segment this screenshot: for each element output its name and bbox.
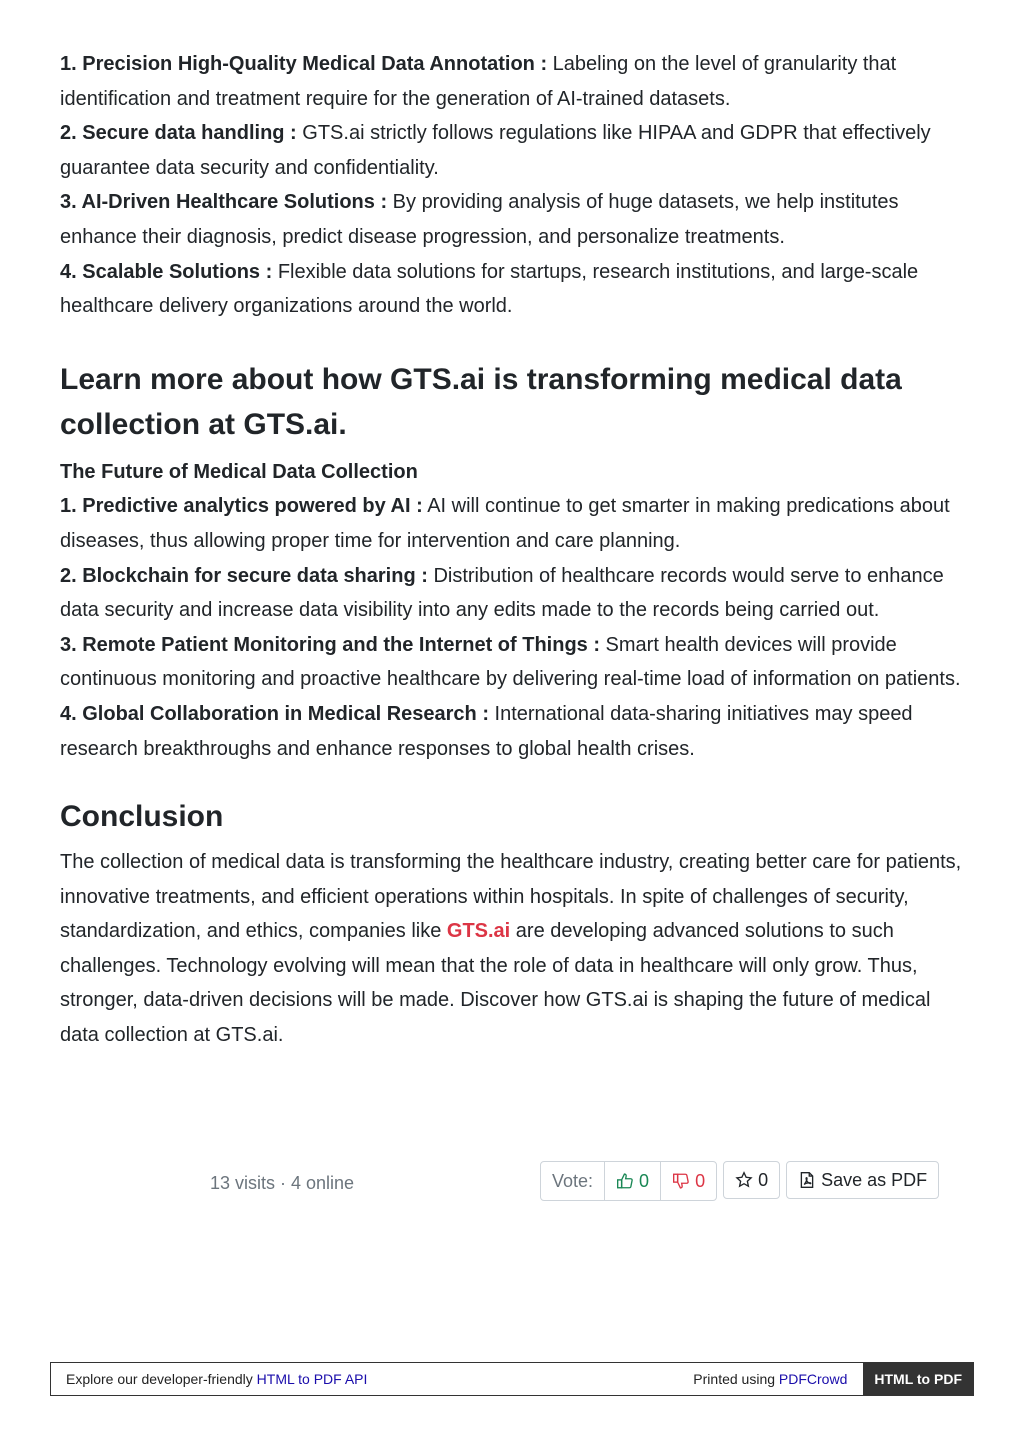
future-item (60, 559, 965, 628)
benefit-title: 2. Secure data handling : (60, 122, 297, 145)
star-icon (735, 1171, 753, 1189)
future-item (60, 489, 965, 558)
conclusion-paragraph (60, 845, 965, 1053)
future-item-title: 4. Global Collaboration in Medical Research : (60, 702, 489, 725)
save-pdf-label: Save as PDF (821, 1169, 928, 1190)
star-button[interactable] (723, 1161, 780, 1199)
banner-printed (693, 1371, 863, 1387)
conclusion-heading: Conclusion (60, 800, 224, 834)
benefit-text: By providing analysis of huge datasets, we help institutes enhance their diagnosis, predict disease progression, and personalize treatments. (60, 191, 899, 248)
action-bar (540, 1161, 939, 1201)
pdf-file-icon (798, 1171, 816, 1189)
downvote-count: 0 (695, 1170, 706, 1191)
benefit-item (60, 185, 965, 254)
benefit-item (60, 255, 965, 324)
benefit-item (60, 47, 965, 116)
future-item-text: Smart health devices will provide continuous monitoring and proactive healthcare by delivering real-time load of information on patients. (60, 633, 961, 691)
visit-stats: 13 visits · 4 online (210, 1173, 355, 1193)
banner-explore-text: Explore our developer-friendly (66, 1371, 257, 1387)
thumbs-up-icon (616, 1172, 634, 1190)
future-item (60, 628, 965, 697)
future-item (60, 697, 965, 766)
html-to-pdf-badge[interactable]: HTML to PDF (863, 1363, 973, 1395)
star-count: 0 (758, 1169, 769, 1190)
learn-more-heading: Learn more about how GTS.ai is transforming medical data collection at GTS.ai. (60, 362, 902, 441)
html-to-pdf-api-link[interactable]: HTML to PDF API (256, 1371, 368, 1387)
benefit-title: 3. AI-Driven Healthcare Solutions : (60, 191, 388, 214)
conclusion-text-before: The collection of medical data is transforming the healthcare industry, creating better care for patients, innovative treatments, and efficient operations within hospitals. In spite of challenges of security, standardization, and ethics, companies like (60, 851, 962, 943)
vote-group (540, 1161, 717, 1201)
thumbs-down-icon (672, 1172, 690, 1190)
conclusion-text-after: are developing advanced solutions to such challenges. Technology evolving will mean that the role of data in healthcare will only grow. Thus, stronger, data-driven decisions will be made. Discover how GTS.ai is shaping the future of medical data collection at GTS.ai. (60, 920, 931, 1047)
benefit-item (60, 116, 965, 185)
future-subheading: The Future of Medical Data Collection (60, 460, 418, 483)
upvote-count: 0 (639, 1170, 650, 1191)
upvote-button[interactable] (605, 1162, 661, 1200)
future-item-title: 1. Predictive analytics powered by AI : (60, 495, 423, 518)
pdfcrowd-link[interactable]: PDFCrowd (778, 1371, 848, 1387)
vote-label: Vote: (541, 1162, 605, 1200)
future-item-text: Distribution of healthcare records would serve to enhance data security and increase data visibility into any edits made to the records being carried out. (60, 564, 944, 622)
save-pdf-button[interactable] (786, 1161, 939, 1199)
benefit-title: 1. Precision High-Quality Medical Data Annotation : (60, 53, 548, 75)
benefit-text: Labeling on the level of granularity that identification and treatment require for the generation of AI-trained datasets. (60, 53, 897, 110)
benefit-title: 4. Scalable Solutions : (60, 260, 273, 283)
future-item-text: International data-sharing initiatives may speed research breakthroughs and enhance responses to global health crises. (60, 702, 913, 760)
downvote-button[interactable] (661, 1162, 716, 1200)
benefits-list (60, 47, 965, 324)
future-item-title: 3. Remote Patient Monitoring and the Internet of Things : (60, 633, 600, 656)
future-item-title: 2. Blockchain for secure data sharing : (60, 564, 428, 587)
article-body (60, 47, 965, 1053)
future-item-text: AI will continue to get smarter in making predications about diseases, thus allowing proper time for intervention and care planning. (60, 495, 950, 552)
banner-explore (51, 1371, 693, 1387)
banner-printed-text: Printed using (693, 1371, 779, 1387)
pdfcrowd-banner (50, 1362, 974, 1396)
gts-link[interactable]: GTS.ai (446, 920, 511, 943)
future-list (60, 489, 965, 766)
benefit-text: Flexible data solutions for startups, research institutions, and large-scale healthcare delivery organizations around the world. (60, 260, 919, 318)
benefit-text: GTS.ai strictly follows regulations like HIPAA and GDPR that effectively guarantee data security and confidentiality. (60, 122, 931, 179)
